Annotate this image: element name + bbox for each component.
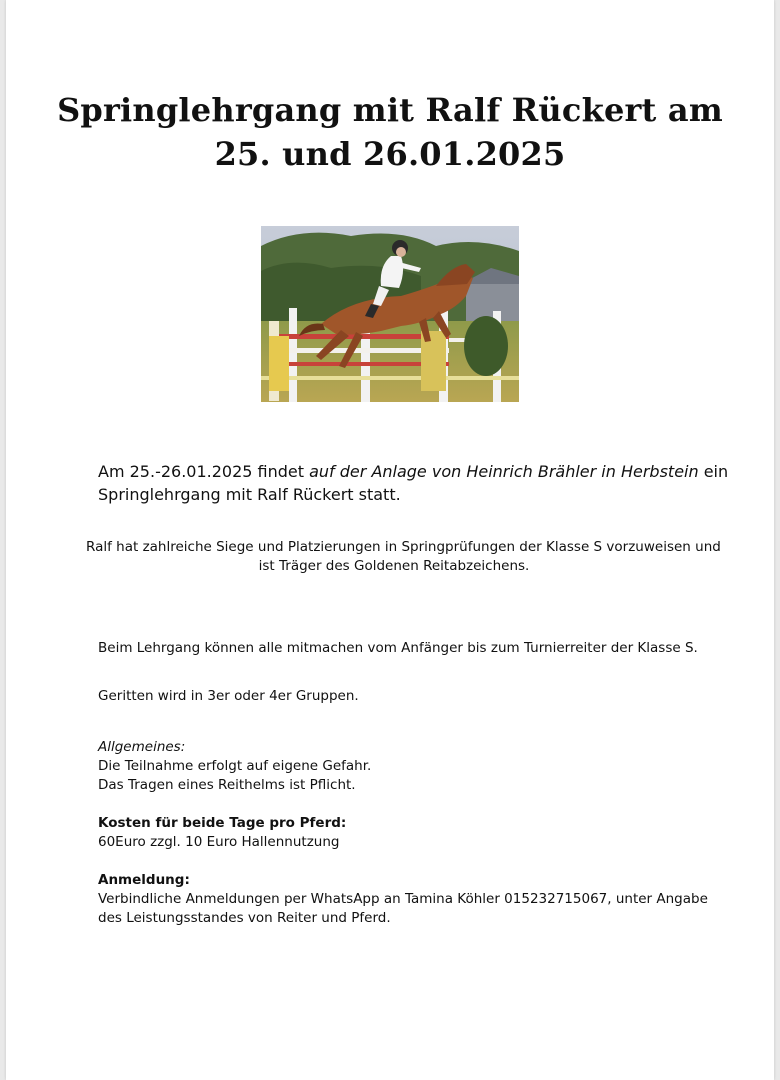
participants-paragraph: Beim Lehrgang können alle mitmachen vom Anfänger bis zum Turnierreiter der Klasse S. (98, 640, 698, 656)
costs-heading: Kosten für beide Tage pro Pferd: (98, 815, 347, 831)
registration-line-2: des Leistungsstandes von Reiter und Pferd. (98, 910, 391, 926)
registration-section (98, 871, 718, 928)
flyer-page (6, 0, 774, 1080)
costs-section (98, 814, 718, 852)
trainer-paragraph (86, 538, 721, 576)
intro-text-start: Am 25.-26.01.2025 findet (98, 462, 310, 481)
groups-paragraph: Geritten wird in 3er oder 4er Gruppen. (98, 688, 359, 704)
trainer-line-1: Ralf hat zahlreiche Siege und Platzierungen in Springprüfungen der Klasse S vorzuweisen und (86, 539, 721, 555)
trainer-line-2: ist Träger des Goldenen Reitabzeichens. (258, 558, 530, 574)
venue-text: auf der Anlage von Heinrich Brähler in Herbstein (309, 462, 699, 481)
show-jumping-photo (261, 226, 519, 402)
page-title (6, 88, 774, 176)
intro-line-2: Springlehrgang mit Ralf Rückert statt. (98, 485, 401, 504)
general-section (98, 738, 718, 795)
general-line-2: Das Tragen eines Reithelms ist Pflicht. (98, 777, 356, 793)
intro-text-end: ein (698, 462, 729, 481)
intro-line-1 (98, 460, 729, 483)
title-line-1: Springlehrgang mit Ralf Rückert am (57, 91, 723, 129)
registration-heading: Anmeldung: (98, 872, 190, 888)
intro-paragraph (98, 460, 729, 506)
general-heading: Allgemeines: (98, 739, 186, 755)
costs-text: 60Euro zzgl. 10 Euro Hallennutzung (98, 834, 340, 850)
registration-line-1: Verbindliche Anmeldungen per WhatsApp an Tamina Köhler 015232715067, unter Angabe (98, 891, 708, 907)
title-line-2: 25. und 26.01.2025 (214, 135, 566, 173)
general-line-1: Die Teilnahme erfolgt auf eigene Gefahr. (98, 758, 372, 774)
